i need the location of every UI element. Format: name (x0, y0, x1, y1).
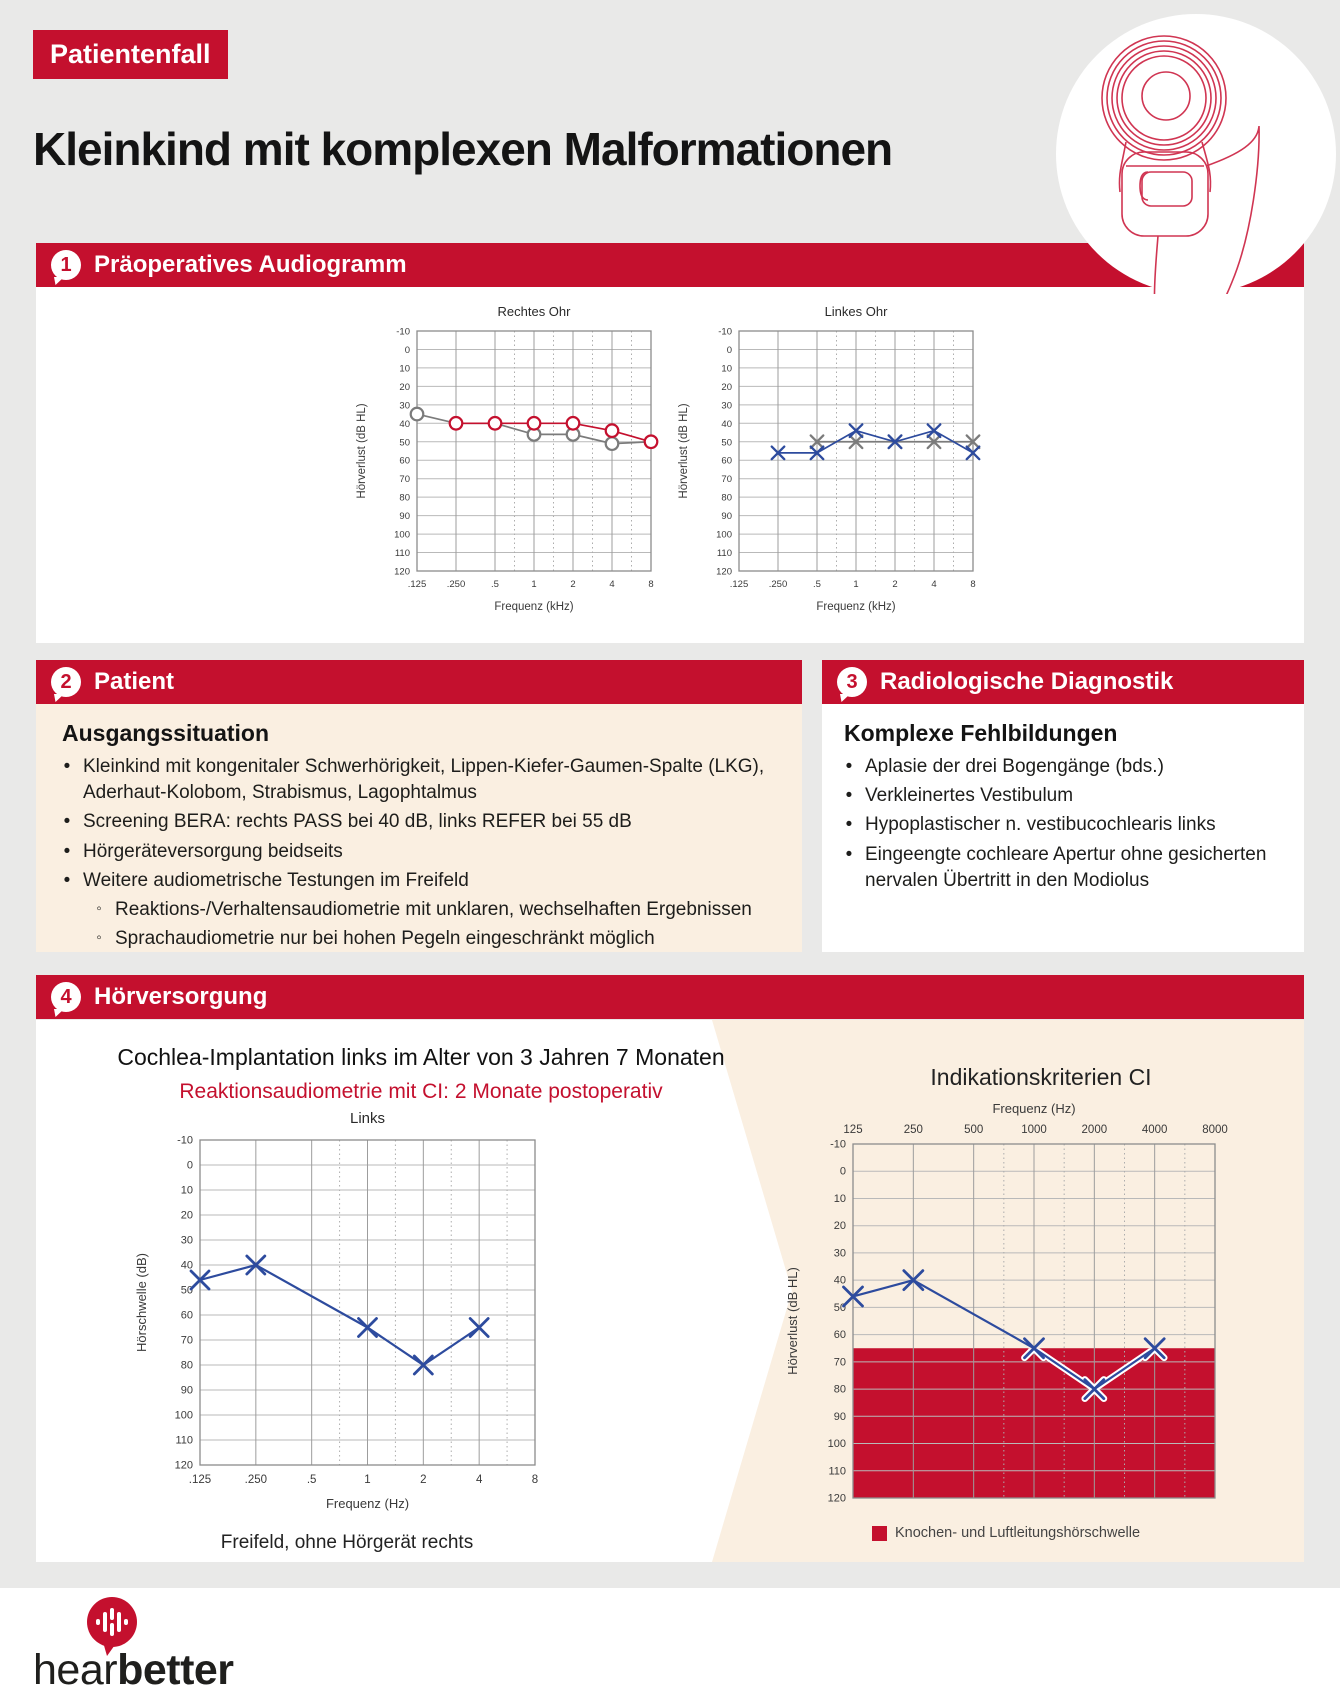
list-item-text: Screening BERA: rechts PASS bei 40 dB, links REFER bei 55 dB (83, 811, 632, 833)
svg-text:90: 90 (180, 1384, 193, 1397)
list-item-text: Verkleinertes Vestibulum (865, 785, 1074, 807)
list-item-text: Aplasie der drei Bogengänge (bds.) (865, 756, 1164, 777)
section4-title: Hörversorgung (94, 983, 268, 1010)
svg-text:10: 10 (833, 1192, 846, 1205)
section3-header (822, 660, 1304, 704)
audiogram-left-ear (673, 300, 989, 643)
bullet-marker: • (845, 756, 853, 777)
svg-text:2: 2 (570, 579, 576, 590)
section1-title: Präoperatives Audiogramm (94, 251, 407, 278)
svg-text:0: 0 (404, 344, 410, 356)
implantation-text: Cochlea-Implantation links im Alter von 3 Jahren 7 Monaten (117, 1044, 725, 1070)
svg-text:8000: 8000 (1202, 1124, 1228, 1136)
svg-text:.5: .5 (306, 1474, 317, 1486)
section3-title: Radiologische Diagnostik (880, 668, 1174, 695)
svg-text:40: 40 (399, 418, 410, 430)
svg-text:80: 80 (833, 1383, 846, 1396)
list-item-text: Eingeengte cochleare Apertur ohne gesicherten nervalen Übertritt in den Modiolus (865, 843, 1267, 891)
legend-color-swatch (872, 1526, 887, 1541)
svg-text:30: 30 (833, 1247, 846, 1260)
svg-text:120: 120 (827, 1492, 846, 1505)
list-item (844, 783, 1282, 809)
svg-text:.5: .5 (813, 579, 821, 590)
svg-text:0: 0 (186, 1159, 193, 1172)
svg-text:8: 8 (970, 579, 976, 590)
svg-text:50: 50 (180, 1284, 193, 1297)
legend-label: Knochen- und Luftleitungshörschwelle (894, 1525, 1141, 1541)
svg-text:120: 120 (174, 1459, 193, 1472)
svg-text:30: 30 (721, 400, 732, 412)
list-item (62, 809, 776, 835)
footer (0, 1588, 1340, 1700)
bullet-marker: • (63, 811, 71, 833)
svg-text:4: 4 (931, 579, 937, 590)
svg-text:100: 100 (174, 1409, 193, 1422)
svg-text:60: 60 (721, 455, 732, 467)
svg-text:100: 100 (716, 529, 732, 541)
svg-text:.125: .125 (407, 579, 427, 590)
sub-list-item-text: Sprachaudiometrie nur bei hohen Pegeln eingeschränkt möglich (115, 928, 655, 950)
svg-text:100: 100 (827, 1438, 846, 1451)
svg-text:.250: .250 (768, 579, 788, 590)
section3-number-badge: 3 (837, 667, 867, 697)
svg-text:90: 90 (399, 511, 410, 523)
page-title: Kleinkind mit komplexen Malformationen (33, 123, 893, 175)
section2-number-badge: 2 (51, 667, 81, 697)
svg-text:90: 90 (721, 511, 732, 523)
section4-panel (36, 1020, 1304, 1562)
section2-header (36, 660, 802, 704)
svg-text:4: 4 (475, 1474, 483, 1486)
svg-text:Hörschwelle (dB): Hörschwelle (dB) (134, 1253, 149, 1352)
svg-text:30: 30 (399, 400, 410, 412)
svg-text:2: 2 (420, 1474, 427, 1486)
list-item-text: Kleinkind mit kongenitaler Schwerhörigkeit, Lippen-Kiefer-Gaumen-Spalte (LKG), Aderhaut-Kolobom, Strabismus, Lagophtalmus (83, 756, 765, 804)
svg-text:-10: -10 (396, 326, 410, 338)
svg-text:80: 80 (721, 492, 732, 504)
svg-text:Hörverlust (dB HL): Hörverlust (dB HL) (356, 403, 368, 499)
indication-criteria-title: Indikationskriterien CI (930, 1064, 1152, 1090)
section3-panel (822, 704, 1304, 952)
cochlear-implant-icon (1056, 14, 1336, 294)
svg-text:50: 50 (721, 437, 732, 449)
hearbetter-wordmark (33, 1646, 234, 1695)
svg-text:.5: .5 (491, 579, 499, 590)
svg-text:90: 90 (833, 1410, 846, 1423)
patientenfall-badge: Patientenfall (33, 30, 228, 79)
svg-text:10: 10 (399, 363, 410, 375)
sub-list-item-text: Reaktions-/Verhaltensaudiometrie mit unklaren, wechselhaften Ergebnissen (115, 899, 752, 921)
svg-text:1: 1 (853, 579, 859, 590)
brand-light: hear (33, 1646, 118, 1694)
svg-text:110: 110 (394, 548, 410, 560)
list-item (844, 842, 1282, 894)
svg-text:.125: .125 (188, 1474, 212, 1486)
bullet-marker: • (845, 843, 853, 865)
svg-text:2000: 2000 (1081, 1124, 1108, 1136)
decorative-circle (1056, 14, 1336, 294)
svg-text:8: 8 (648, 579, 654, 590)
reaktionsaudiometrie-text: Reaktionsaudiometrie mit CI: 2 Monate postoperativ (179, 1080, 663, 1103)
svg-text:80: 80 (180, 1359, 193, 1372)
svg-text:10: 10 (721, 363, 732, 375)
svg-text:70: 70 (833, 1356, 846, 1369)
sub-list-item (94, 897, 776, 923)
section2-panel (36, 704, 802, 952)
svg-text:10: 10 (180, 1184, 193, 1197)
list-item (62, 754, 776, 806)
svg-text:60: 60 (180, 1309, 193, 1322)
list-item (844, 812, 1282, 838)
list-item-text: Hypoplastischer n. vestibucochlearis links (865, 814, 1216, 836)
svg-text:100: 100 (394, 529, 410, 541)
svg-text:-10: -10 (830, 1138, 846, 1151)
freifeld-caption: Freifeld, ohne Hörgerät rechts (220, 1532, 474, 1553)
svg-text:70: 70 (399, 474, 410, 486)
svg-text:Frequenz (kHz): Frequenz (kHz) (494, 601, 574, 613)
svg-text:-10: -10 (718, 326, 732, 338)
svg-text:.125: .125 (729, 579, 749, 590)
svg-text:Rechtes Ohr: Rechtes Ohr (497, 304, 571, 319)
bullet-marker: • (845, 814, 853, 836)
bullet-marker: • (845, 785, 853, 807)
svg-text:80: 80 (399, 492, 410, 504)
svg-text:60: 60 (399, 455, 410, 467)
svg-text:70: 70 (180, 1334, 193, 1347)
svg-text:110: 110 (175, 1434, 193, 1447)
brand-bold: better (117, 1646, 234, 1694)
audiogram-right-ear (351, 300, 667, 643)
svg-text:60: 60 (833, 1329, 846, 1342)
svg-text:Frequenz (Hz): Frequenz (Hz) (325, 1496, 410, 1511)
list-item (844, 754, 1282, 780)
svg-text:.250: .250 (244, 1474, 268, 1486)
svg-text:30: 30 (180, 1234, 193, 1247)
svg-text:110: 110 (716, 548, 732, 560)
svg-text:125: 125 (843, 1124, 863, 1136)
svg-text:250: 250 (903, 1124, 923, 1136)
svg-text:40: 40 (180, 1259, 193, 1272)
audiogram-postop-left (132, 1106, 562, 1525)
section4-header (36, 975, 1304, 1019)
sub-bullet-marker: ◦ (96, 900, 102, 918)
list-item-text: Weitere audiometrische Testungen im Freifeld (83, 869, 469, 891)
section1-number-badge: 1 (51, 250, 81, 280)
svg-text:Hörverlust (dB HL): Hörverlust (dB HL) (785, 1267, 800, 1375)
svg-text:0: 0 (839, 1165, 846, 1178)
section2-title: Patient (94, 668, 175, 695)
section3-heading: Komplexe Fehlbildungen (844, 720, 1118, 746)
svg-text:20: 20 (833, 1220, 846, 1233)
section4-number-badge: 4 (51, 982, 81, 1012)
svg-text:50: 50 (833, 1301, 846, 1314)
svg-text:.250: .250 (446, 579, 466, 590)
bullet-marker: • (63, 840, 71, 862)
sub-bullet-marker: ◦ (96, 929, 102, 947)
svg-text:120: 120 (394, 566, 410, 578)
svg-text:70: 70 (721, 474, 732, 486)
svg-text:0: 0 (726, 344, 732, 356)
svg-text:40: 40 (833, 1274, 846, 1287)
section3-bullet-list (844, 754, 1282, 894)
section2-bullet-list (62, 754, 776, 953)
svg-text:-10: -10 (177, 1134, 193, 1147)
svg-text:20: 20 (399, 381, 410, 393)
svg-text:110: 110 (828, 1465, 846, 1478)
section1-panel (36, 287, 1304, 643)
svg-text:Frequenz (kHz): Frequenz (kHz) (816, 601, 896, 613)
svg-text:50: 50 (399, 437, 410, 449)
svg-text:500: 500 (964, 1124, 984, 1136)
svg-text:Linkes Ohr: Linkes Ohr (824, 304, 888, 319)
svg-text:20: 20 (721, 381, 732, 393)
bullet-marker: • (63, 756, 71, 777)
svg-text:120: 120 (716, 566, 732, 578)
svg-text:1: 1 (531, 579, 537, 590)
list-item-text: Hörgeräteversorgung beidseits (83, 840, 343, 862)
svg-text:4: 4 (609, 579, 615, 590)
list-item (62, 839, 776, 865)
svg-text:20: 20 (180, 1209, 193, 1222)
bullet-marker: • (63, 869, 71, 891)
svg-text:8: 8 (531, 1474, 539, 1486)
svg-text:Frequenz (Hz): Frequenz (Hz) (992, 1101, 1076, 1116)
ci-chart-legend (771, 1525, 1241, 1541)
svg-text:Links: Links (349, 1110, 386, 1127)
audiogram-ci-criteria (771, 1098, 1241, 1513)
svg-text:1000: 1000 (1021, 1124, 1047, 1136)
svg-text:4000: 4000 (1141, 1124, 1168, 1136)
svg-text:2: 2 (892, 579, 898, 590)
sub-list-item (94, 926, 776, 952)
svg-text:Hörverlust (dB HL): Hörverlust (dB HL) (678, 403, 690, 499)
section2-heading: Ausgangssituation (62, 720, 270, 746)
list-item (62, 868, 776, 894)
svg-text:40: 40 (721, 418, 732, 430)
svg-text:1: 1 (364, 1474, 371, 1486)
